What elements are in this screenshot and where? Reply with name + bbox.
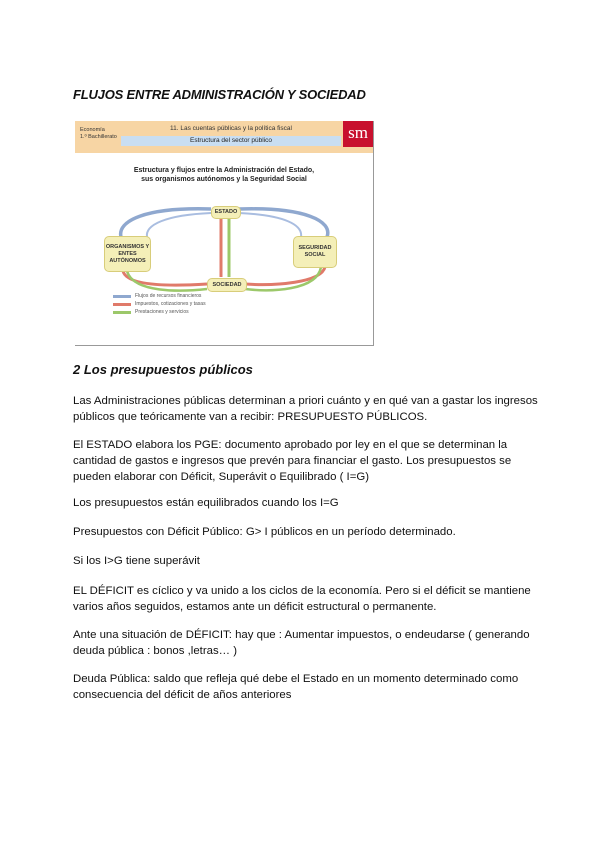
paragraph-definicion: Las Administraciones públicas determinan a priori cuánto y en qué van a gastar los ingresos públicos que teóricamente van a recibir: PRESUPUESTO PÚBLICOS. [73, 395, 538, 423]
paragraph-superavit: Si los I>G tiene superávit [73, 555, 200, 567]
section-heading-flujos: FLUJOS ENTRE ADMINISTRACIÓN Y SOCIEDAD [73, 87, 366, 102]
diagram-legend [113, 292, 206, 316]
slide-topic: 11. Las cuentas públicas y la política fiscal [169, 125, 292, 132]
legend-item [113, 300, 206, 308]
node-organismos: ORGANISMOS Y ENTES AUTÓNOMOS [104, 236, 151, 272]
legend-swatch-green [113, 311, 131, 314]
legend-swatch-red [113, 303, 131, 306]
legend-item [113, 292, 206, 300]
node-estado: ESTADO [211, 206, 241, 219]
paragraph-deuda-publica: Deuda Pública: saldo que refleja qué debe el Estado en un momento determinado como consecuencia del déficit de años anteriores [73, 673, 519, 701]
slide-title-line2: sus organismos autónomos y la Seguridad Social [141, 176, 307, 183]
section-heading-presupuestos: 2 Los presupuestos públicos [73, 362, 253, 377]
legend-label: Impuestos, cotizaciones y tasas [135, 301, 206, 307]
paragraph-situacion-deficit: Ante una situación de DÉFICIT: hay que : Aumentar impuestos, o endeudarse ( generando deuda pública : bonos ,letras… ) [73, 629, 530, 657]
slide-title-line1: Estructura y flujos entre la Administración del Estado, [133, 167, 315, 174]
flow-diagram-figure [75, 121, 374, 346]
paragraph-ciclico: EL DÉFICIT es cíclico y va unido a los ciclos de la economía. Pero si el déficit se mantiene varios años seguidos, estamos ante un déficit estructural o permanente. [73, 585, 531, 613]
paragraph-equilibrados: Los presupuestos están equilibrados cuando los I=G [73, 497, 339, 509]
flow-seguridad-sociedad [245, 267, 325, 285]
paragraph-deficit: Presupuestos con Déficit Público: G> I públicos en un período determinado. [73, 526, 456, 538]
flow-inner-left [147, 213, 211, 237]
legend-label: Flujos de recursos financieros [135, 293, 202, 299]
slide-edition-subject: Economía [80, 127, 105, 133]
paragraph-pge: El ESTADO elabora los PGE: documento aprobado por ley en el que se determinan la cantidad de gastos e ingresos que prevén para financiar el gasto. Los presupuestos se pueden elaborar con Déficit, Superávit o Equilibrado ( I=G) [73, 439, 512, 483]
publisher-logo: sm [343, 121, 373, 147]
node-sociedad: SOCIEDAD [207, 278, 247, 292]
flow-inner-right [239, 213, 301, 237]
slide-edition-course: 1.º Bachillerato [80, 134, 117, 140]
legend-item [113, 308, 206, 316]
legend-swatch-blue [113, 295, 131, 298]
node-seguridad-social: SEGURIDAD SOCIAL [293, 236, 337, 268]
slide-section-bar: Estructura del sector público [121, 136, 341, 146]
legend-label: Prestaciones y servicios [135, 309, 189, 315]
